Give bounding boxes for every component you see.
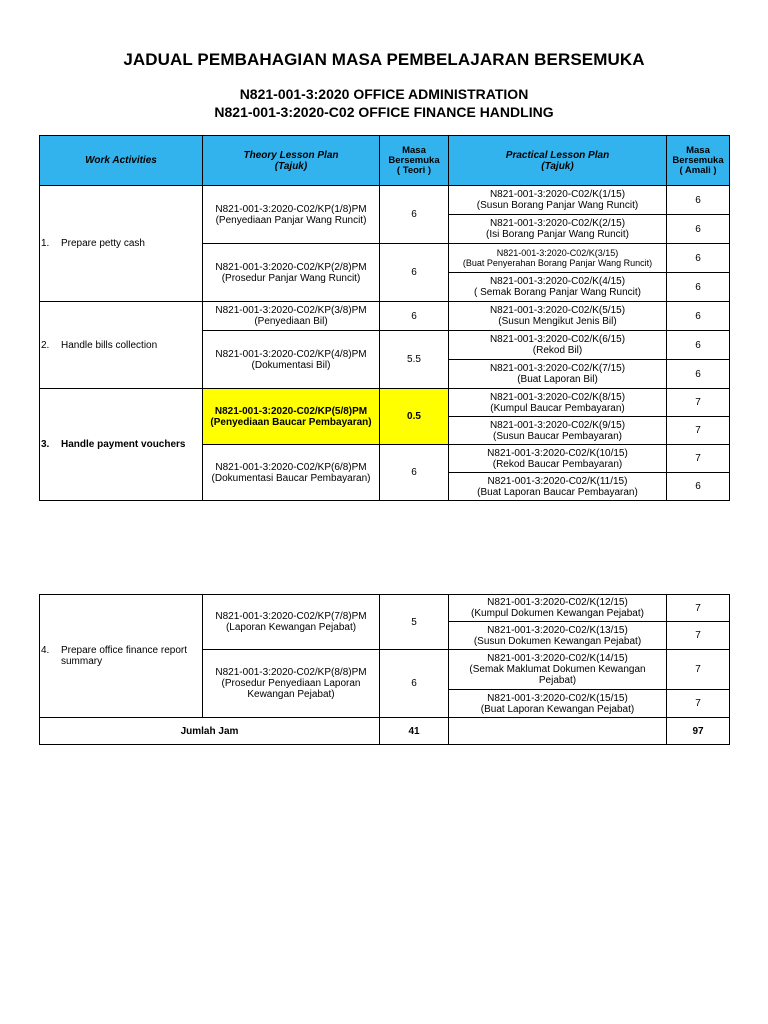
theory-cell: N821-001-3:2020-C02/KP(3/8)PM (Penyediaan Bil) [203,302,380,331]
practical-cell: N821-001-3:2020-C02/K(3/15) (Buat Penyerahan Borang Panjar Wang Runcit) [449,244,667,273]
practical-cell: N821-001-3:2020-C02/K(1/15) (Susun Borang Panjar Wang Runcit) [449,186,667,215]
practical-hours: 7 [667,650,730,690]
theory-hours: 6 [380,445,449,501]
theory-hours: 5.5 [380,331,449,389]
page-title: JADUAL PEMBAHAGIAN MASA PEMBELAJARAN BERSEMUKA [123,50,645,69]
total-empty-cell [449,718,667,745]
header-masa-teori: Masa Bersemuka ( Teori ) [380,136,449,186]
theory-cell: N821-001-3:2020-C02/KP(4/8)PM (Dokumentasi Bil) [203,331,380,389]
header-work-activities: Work Activities [40,136,203,186]
theory-hours: 5 [380,595,449,650]
practical-hours: 7 [667,690,730,718]
practical-cell: N821-001-3:2020-C02/K(7/15) (Buat Laporan Bil) [449,360,667,389]
practical-cell: N821-001-3:2020-C02/K(11/15) (Buat Laporan Baucar Pembayaran) [449,473,667,501]
theory-cell: N821-001-3:2020-C02/KP(8/8)PM (Prosedur Penyediaan Laporan Kewangan Pejabat) [203,650,380,718]
table-row [40,302,730,331]
theory-hours: 6 [380,650,449,718]
practical-hours: 6 [667,186,730,215]
practical-hours: 7 [667,445,730,473]
practical-cell: N821-001-3:2020-C02/K(15/15) (Buat Laporan Kewangan Pejabat) [449,690,667,718]
activity-cell: 1. Prepare petty cash [40,186,203,302]
theory-cell: N821-001-3:2020-C02/KP(7/8)PM (Laporan Kewangan Pejabat) [203,595,380,650]
totals-row [40,718,730,745]
theory-cell: N821-001-3:2020-C02/KP(2/8)PM (Prosedur Panjar Wang Runcit) [203,244,380,302]
practical-cell: N821-001-3:2020-C02/K(10/15) (Rekod Baucar Pembayaran) [449,445,667,473]
theory-cell: N821-001-3:2020-C02/KP(6/8)PM (Dokumentasi Baucar Pembayaran) [203,445,380,501]
practical-cell: N821-001-3:2020-C02/K(8/15) (Kumpul Baucar Pembayaran) [449,389,667,417]
schedule-table-continued [39,594,730,745]
theory-hours: 6 [380,302,449,331]
table-row [40,389,730,417]
activity-cell: 4. Prepare office finance report summary [40,595,203,718]
practical-cell: N821-001-3:2020-C02/K(4/15) ( Semak Borang Panjar Wang Runcit) [449,273,667,302]
program-subtitle: N821-001-3:2020 OFFICE ADMINISTRATION [239,86,529,102]
schedule-table [39,135,730,501]
theory-cell-highlighted: N821-001-3:2020-C02/KP(5/8)PM (Penyediaan Baucar Pembayaran) [203,389,380,445]
practical-hours: 6 [667,360,730,389]
practical-hours: 6 [667,215,730,244]
practical-hours: 6 [667,244,730,273]
total-label: Jumlah Jam [40,718,380,745]
practical-hours: 6 [667,331,730,360]
header-practical-lesson-plan: Practical Lesson Plan (Tajuk) [449,136,667,186]
total-practical-hours: 97 [667,718,730,745]
theory-cell: N821-001-3:2020-C02/KP(1/8)PM (Penyediaan Panjar Wang Runcit) [203,186,380,244]
practical-cell: N821-001-3:2020-C02/K(9/15) (Susun Baucar Pembayaran) [449,417,667,445]
activity-cell: 3. Handle payment vouchers [40,389,203,501]
practical-cell: N821-001-3:2020-C02/K(13/15) (Susun Dokumen Kewangan Pejabat) [449,622,667,650]
practical-cell: N821-001-3:2020-C02/K(5/15) (Susun Mengikut Jenis Bil) [449,302,667,331]
practical-hours: 6 [667,473,730,501]
practical-hours: 6 [667,273,730,302]
activity-cell: 2. Handle bills collection [40,302,203,389]
header-row [40,136,730,186]
practical-cell: N821-001-3:2020-C02/K(14/15) (Semak Maklumat Dokumen Kewangan Pejabat) [449,650,667,690]
header-theory-lesson-plan: Theory Lesson Plan (Tajuk) [203,136,380,186]
module-subtitle: N821-001-3:2020-C02 OFFICE FINANCE HANDLING [214,104,554,120]
theory-hours-highlighted: 0.5 [380,389,449,445]
header-masa-amali: Masa Bersemuka ( Amali ) [667,136,730,186]
total-theory-hours: 41 [380,718,449,745]
practical-hours: 7 [667,389,730,417]
theory-hours: 6 [380,186,449,244]
practical-cell: N821-001-3:2020-C02/K(6/15) (Rekod Bil) [449,331,667,360]
practical-cell: N821-001-3:2020-C02/K(12/15) (Kumpul Dokumen Kewangan Pejabat) [449,595,667,622]
theory-hours: 6 [380,244,449,302]
table-row [40,595,730,622]
table-row [40,186,730,215]
practical-hours: 7 [667,595,730,622]
practical-hours: 7 [667,622,730,650]
practical-hours: 6 [667,302,730,331]
practical-cell: N821-001-3:2020-C02/K(2/15) (Isi Borang Panjar Wang Runcit) [449,215,667,244]
practical-hours: 7 [667,417,730,445]
